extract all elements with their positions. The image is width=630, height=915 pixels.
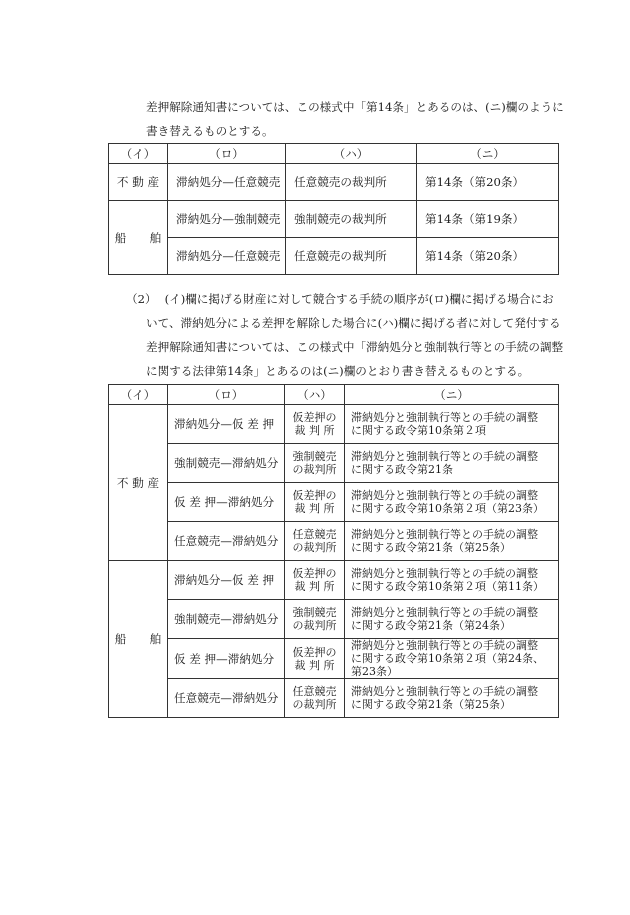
table-row bbox=[109, 522, 559, 561]
table1-header-ni: （ニ） bbox=[417, 144, 559, 164]
procedure-order-cell: 滞納処分—任意競売 bbox=[168, 238, 286, 275]
table1-header-ro: （ロ） bbox=[168, 144, 286, 164]
table2-header-ro: （ロ） bbox=[168, 385, 285, 405]
recipient-cell: 任意競売の裁判所 bbox=[286, 164, 417, 201]
recipient-cell: 仮差押の 裁 判 所 bbox=[285, 483, 345, 522]
table-row bbox=[109, 679, 559, 718]
table-row bbox=[109, 639, 559, 679]
table1-header-ha: （ハ） bbox=[286, 144, 417, 164]
procedure-order-cell: 任意競売—滞納処分 bbox=[168, 679, 285, 718]
recipient-cell: 仮差押の 裁 判 所 bbox=[285, 561, 345, 600]
intro-line-2: 書き替えるものとする。 bbox=[146, 124, 274, 138]
recipient-cell: 任意競売 の裁判所 bbox=[285, 679, 345, 718]
recipient-cell: 任意競売の裁判所 bbox=[286, 238, 417, 275]
recipient-cell: 仮差押の 裁 判 所 bbox=[285, 639, 345, 679]
table-row bbox=[109, 164, 559, 201]
replacement-cell: 滞納処分と強制執行等との手続の調整 に関する政令第10条第２項（第24条、 第23条） bbox=[345, 639, 559, 679]
table-row bbox=[109, 600, 559, 639]
substitution-table-2 bbox=[108, 384, 559, 718]
replacement-cell: 第14条（第19条） bbox=[417, 201, 559, 238]
intro-line-1: 差押解除通知書については、この様式中「第14条」とあるのは、(ニ)欄のように bbox=[146, 100, 564, 114]
recipient-cell: 強制競売 の裁判所 bbox=[285, 600, 345, 639]
table2-header-i: （イ） bbox=[109, 385, 168, 405]
section-2-line-2: いて、滞納処分による差押を解除した場合に(ハ)欄に掲げる者に対して発付する bbox=[146, 316, 561, 330]
replacement-cell: 滞納処分と強制執行等との手続の調整 に関する政令第21条（第25条） bbox=[345, 679, 559, 718]
recipient-cell: 仮差押の 裁 判 所 bbox=[285, 405, 345, 444]
replacement-cell: 滞納処分と強制執行等との手続の調整 に関する政令第21条（第24条） bbox=[345, 600, 559, 639]
table2-header-ha: （ハ） bbox=[285, 385, 345, 405]
section-2-line-1: (イ)欄に掲げる財産に対して競合する手続の順序が(ロ)欄に掲げる場合にお bbox=[164, 292, 554, 306]
replacement-cell: 第14条（第20条） bbox=[417, 238, 559, 275]
table-row bbox=[109, 561, 559, 600]
procedure-order-cell: 強制競売—滞納処分 bbox=[168, 600, 285, 639]
procedure-order-cell: 滞納処分—強制競売 bbox=[168, 201, 286, 238]
property-type-cell: 不 動 産 bbox=[109, 405, 168, 561]
procedure-order-cell: 滞納処分—任意競売 bbox=[168, 164, 286, 201]
table-row bbox=[109, 405, 559, 444]
property-type-cell: 船 舶 bbox=[109, 561, 168, 718]
procedure-order-cell: 強制競売—滞納処分 bbox=[168, 444, 285, 483]
table-row bbox=[109, 483, 559, 522]
recipient-cell: 強制競売 の裁判所 bbox=[285, 444, 345, 483]
property-type-cell: 不 動 産 bbox=[109, 164, 168, 201]
replacement-cell: 滞納処分と強制執行等との手続の調整 に関する政令第21条（第25条） bbox=[345, 522, 559, 561]
table-row bbox=[109, 444, 559, 483]
section-number: （2） bbox=[126, 292, 157, 306]
procedure-order-cell: 仮 差 押—滞納処分 bbox=[168, 639, 285, 679]
substitution-table-1 bbox=[108, 143, 559, 275]
table1-header-i: （イ） bbox=[109, 144, 168, 164]
table-row bbox=[109, 238, 559, 275]
table-row bbox=[109, 201, 559, 238]
table2-header-ni: （ニ） bbox=[345, 385, 559, 405]
procedure-order-cell: 滞納処分—仮 差 押 bbox=[168, 405, 285, 444]
replacement-cell: 滞納処分と強制執行等との手続の調整 に関する政令第10条第２項（第23条） bbox=[345, 483, 559, 522]
procedure-order-cell: 滞納処分—仮 差 押 bbox=[168, 561, 285, 600]
replacement-cell: 滞納処分と強制執行等との手続の調整 に関する政令第21条 bbox=[345, 444, 559, 483]
replacement-cell: 滞納処分と強制執行等との手続の調整 に関する政令第10条第２項（第11条） bbox=[345, 561, 559, 600]
procedure-order-cell: 任意競売—滞納処分 bbox=[168, 522, 285, 561]
section-2-line-4: に関する法律第14条」とあるのは(ニ)欄のとおり書き替えるものとする。 bbox=[146, 364, 530, 378]
property-type-cell: 船 舶 bbox=[109, 201, 168, 275]
table2-header-row bbox=[109, 385, 559, 405]
replacement-cell: 第14条（第20条） bbox=[417, 164, 559, 201]
recipient-cell: 強制競売の裁判所 bbox=[286, 201, 417, 238]
intro-paragraph bbox=[146, 95, 564, 143]
section-2-line-3: 差押解除通知書については、この様式中「滞納処分と強制執行等との手続の調整 bbox=[146, 340, 564, 354]
procedure-order-cell: 仮 差 押—滞納処分 bbox=[168, 483, 285, 522]
table1-header-row bbox=[109, 144, 559, 164]
replacement-cell: 滞納処分と強制執行等との手続の調整 に関する政令第10条第２項 bbox=[345, 405, 559, 444]
recipient-cell: 任意競売 の裁判所 bbox=[285, 522, 345, 561]
section-2-paragraph bbox=[126, 287, 563, 383]
